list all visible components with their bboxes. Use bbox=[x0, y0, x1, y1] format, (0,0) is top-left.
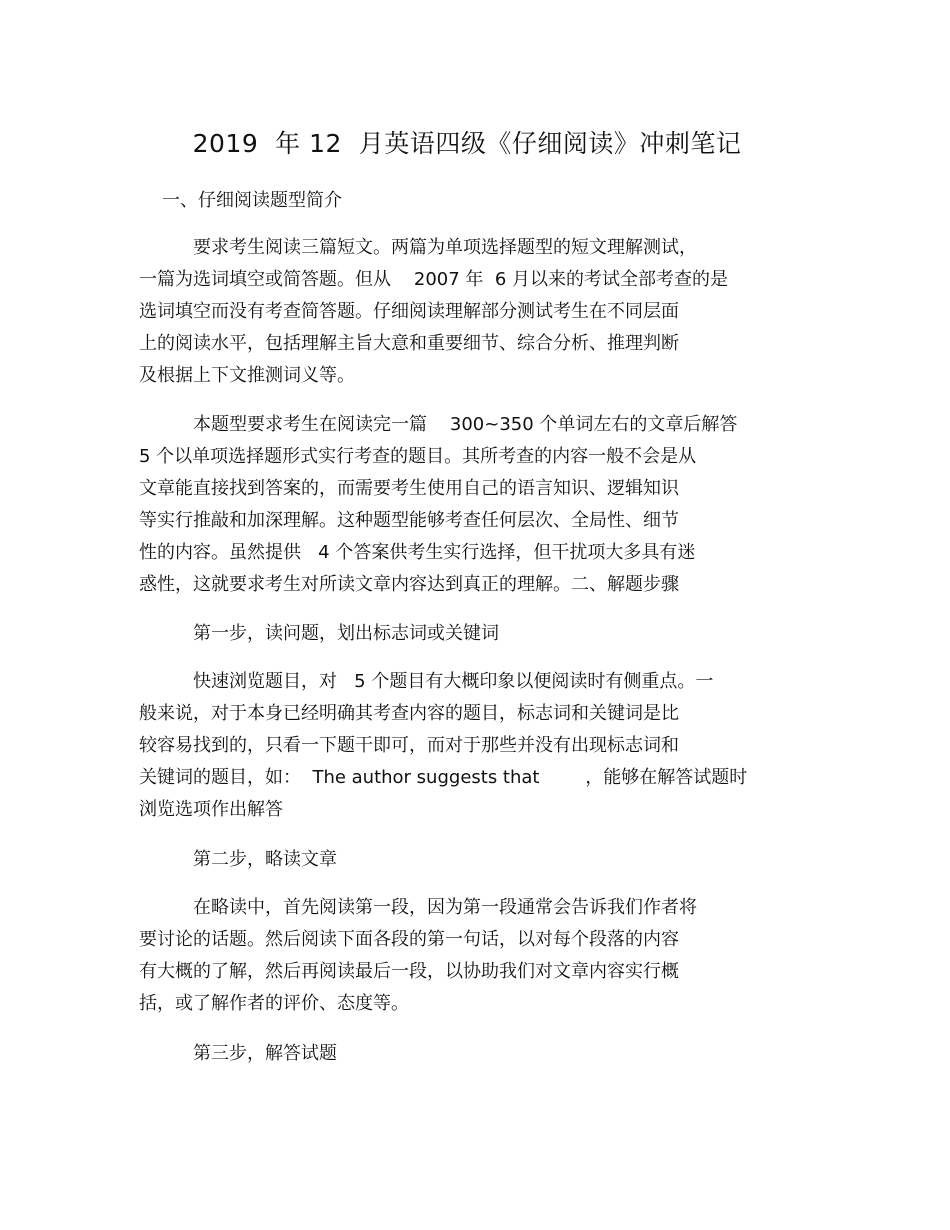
paragraph-reading-overview bbox=[139, 232, 839, 392]
paragraph-line: 文章能直接找到答案的，而需要考生使用自己的语言知识、逻辑知识 bbox=[139, 478, 679, 499]
document-title: 2019 年 12 月英语四级《仔细阅读》冲刺笔记 bbox=[192, 129, 742, 158]
paragraph-line: 要讨论的话题。然后阅读下面各段的第一句话，以对每个段落的内容 bbox=[139, 929, 679, 950]
paragraph-line: 要求考生阅读三篇短文。两篇为单项选择题型的短文理解测试， bbox=[193, 237, 697, 258]
paragraph-step-one bbox=[139, 666, 839, 826]
paragraph-line: 在略读中，首先阅读第一段，因为第一段通常会告诉我们作者将 bbox=[193, 897, 697, 918]
step-three-heading: 第三步，解答试题 bbox=[193, 1043, 337, 1064]
step-one-heading: 第一步，读问题，划出标志词或关键词 bbox=[193, 623, 499, 644]
paragraph-line: 快速浏览题目，对 5 个题目有大概印象以便阅读时有侧重点。一 bbox=[193, 671, 714, 692]
paragraph-line: 及根据上下文推测词义等。 bbox=[139, 365, 355, 386]
paragraph-line: 有大概的了解，然后再阅读最后一段，以协助我们对文章内容实行概 bbox=[139, 961, 679, 982]
paragraph-line: 选词填空而没有考查简答题。仔细阅读理解部分测试考生在不同层面 bbox=[139, 301, 679, 322]
paragraph-line: 本题型要求考生在阅读完一篇 300~350 个单词左右的文章后解答 bbox=[193, 414, 738, 435]
paragraph-line: 般来说，对于本身已经明确其考查内容的题目，标志词和关键词是比 bbox=[139, 703, 679, 724]
paragraph-line: 惑性，这就要求考生对所读文章内容达到真正的理解。二、解题步骤 bbox=[139, 574, 679, 595]
section-heading-intro: 一、仔细阅读题型简介 bbox=[162, 190, 342, 211]
paragraph-line: 较容易找到的，只看一下题干即可，而对于那些并没有出现标志词和 bbox=[139, 735, 679, 756]
paragraph-line: 括，或了解作者的评价、态度等。 bbox=[139, 993, 409, 1014]
paragraph-line: 上的阅读水平，包括理解主旨大意和重要细节、综合分析、推理判断 bbox=[139, 333, 679, 354]
paragraph-line: 5 个以单项选择题形式实行考查的题目。其所考查的内容一般不会是从 bbox=[139, 446, 697, 467]
paragraph-line: 关键词的题目，如： The author suggests that ，能够在解答试题时 bbox=[139, 767, 748, 788]
paragraph-line: 一篇为选词填空或简答题。但从 2007 年 6 月以来的考试全部考查的是 bbox=[139, 269, 729, 290]
paragraph-question-type bbox=[139, 409, 839, 601]
step-two-heading: 第二步，略读文章 bbox=[193, 849, 337, 870]
paragraph-line: 浏览选项作出解答 bbox=[139, 799, 283, 820]
paragraph-step-two bbox=[139, 892, 839, 1020]
paragraph-line: 性的内容。虽然提供 4 个答案供考生实行选择，但干扰项大多具有迷 bbox=[139, 542, 696, 563]
paragraph-line: 等实行推敲和加深理解。这种题型能够考查任何层次、全局性、细节 bbox=[139, 510, 679, 531]
